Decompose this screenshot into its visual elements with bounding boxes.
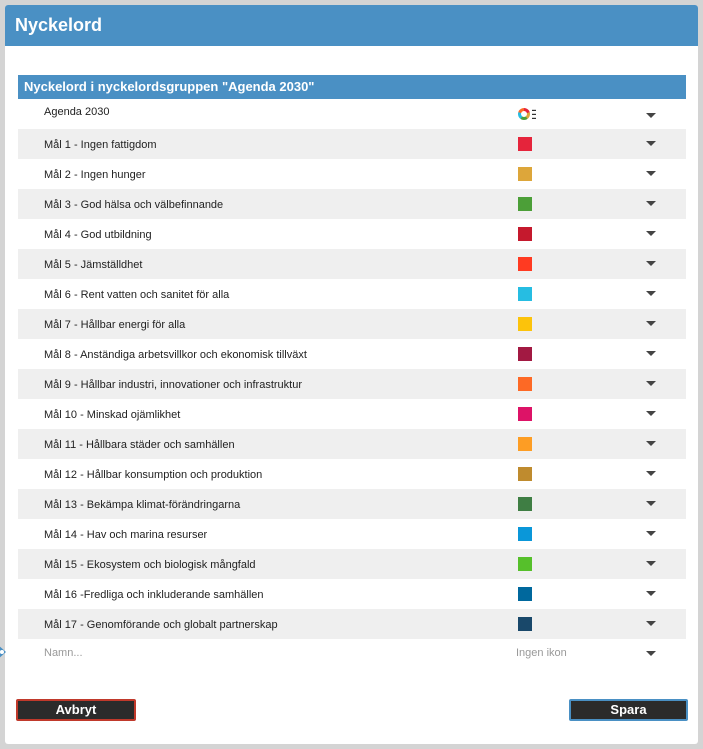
chevron-down-icon[interactable]	[646, 561, 656, 566]
dialog-title: Nyckelord	[5, 5, 698, 46]
sdg-wheel-icon	[518, 108, 530, 120]
keyword-row[interactable]	[18, 189, 686, 219]
keyword-row[interactable]	[18, 219, 686, 249]
keyword-row[interactable]	[18, 129, 686, 159]
keyword-label: Mål 1 - Ingen fattigdom	[44, 139, 157, 151]
sdg-13-icon[interactable]	[518, 497, 532, 511]
chevron-down-icon[interactable]	[646, 531, 656, 536]
keyword-label: Agenda 2030	[44, 106, 110, 118]
chevron-down-icon[interactable]	[646, 291, 656, 296]
new-row-marker-dot	[0, 650, 4, 654]
new-keyword-name-input[interactable]: Namn...	[44, 647, 83, 659]
keyword-label: Mål 12 - Hållbar konsumption och produktion	[44, 469, 263, 481]
keyword-label: Mål 8 - Anständiga arbetsvillkor och ekonomisk tillväxt	[44, 349, 307, 361]
keyword-row[interactable]	[18, 399, 686, 429]
keyword-label: Mål 4 - God utbildning	[44, 229, 152, 241]
new-keyword-icon-select[interactable]: Ingen ikon	[516, 647, 567, 659]
sdg-4-icon[interactable]	[518, 227, 532, 241]
sdg-7-icon[interactable]	[518, 317, 532, 331]
keyword-label: Mål 15 - Ekosystem och biologisk mångfald	[44, 559, 256, 571]
sdg-3-icon[interactable]	[518, 197, 532, 211]
keyword-label: Mål 13 - Bekämpa klimat-förändringarna	[44, 499, 241, 511]
keyword-dialog	[5, 5, 698, 744]
chevron-down-icon[interactable]	[646, 141, 656, 146]
chevron-down-icon[interactable]	[646, 471, 656, 476]
chevron-down-icon[interactable]	[646, 501, 656, 506]
keyword-row[interactable]	[18, 549, 686, 579]
save-button[interactable]: Spara	[569, 699, 688, 721]
chevron-down-icon[interactable]	[646, 351, 656, 356]
sdg-wheel-logo[interactable]	[518, 107, 546, 121]
keyword-label: Mål 6 - Rent vatten och sanitet för alla	[44, 289, 230, 301]
chevron-down-icon[interactable]	[646, 201, 656, 206]
keyword-row[interactable]	[18, 159, 686, 189]
chevron-down-icon[interactable]	[646, 381, 656, 386]
cancel-button[interactable]: Avbryt	[16, 699, 136, 721]
chevron-down-icon[interactable]	[646, 621, 656, 626]
sdg-2-icon[interactable]	[518, 167, 532, 181]
keyword-label: Mål 2 - Ingen hunger	[44, 169, 146, 181]
keyword-row[interactable]	[18, 249, 686, 279]
chevron-down-icon[interactable]	[646, 411, 656, 416]
keyword-row[interactable]	[18, 519, 686, 549]
sdg-12-icon[interactable]	[518, 467, 532, 481]
sdg-16-icon[interactable]	[518, 587, 532, 601]
chevron-down-icon[interactable]	[646, 171, 656, 176]
keyword-label: Mål 7 - Hållbar energi för alla	[44, 319, 186, 331]
keyword-list	[18, 99, 686, 669]
keyword-label: Mål 14 - Hav och marina resurser	[44, 529, 208, 541]
chevron-down-icon[interactable]	[646, 591, 656, 596]
keyword-row[interactable]	[18, 579, 686, 609]
keyword-row[interactable]	[18, 339, 686, 369]
keyword-label: Mål 9 - Hållbar industri, innovationer och infrastruktur	[44, 379, 303, 391]
sdg-14-icon[interactable]	[518, 527, 532, 541]
chevron-down-icon[interactable]	[646, 261, 656, 266]
sdg-6-icon[interactable]	[518, 287, 532, 301]
keyword-row[interactable]	[18, 459, 686, 489]
sdg-11-icon[interactable]	[518, 437, 532, 451]
sdg-10-icon[interactable]	[518, 407, 532, 421]
keyword-row[interactable]	[18, 429, 686, 459]
keyword-group-header: Nyckelord i nyckelordsgruppen "Agenda 2030"	[18, 75, 686, 99]
keyword-label: Mål 5 - Jämställdhet	[44, 259, 143, 271]
keyword-row[interactable]	[18, 489, 686, 519]
sdg-logo-lines: ▬ ▬ ▬	[532, 107, 536, 120]
keyword-label: Mål 17 - Genomförande och globalt partnerskap	[44, 619, 278, 631]
sdg-8-icon[interactable]	[518, 347, 532, 361]
keyword-label: Mål 11 - Hållbara städer och samhällen	[44, 439, 235, 451]
keyword-row[interactable]	[18, 99, 686, 129]
keyword-row[interactable]	[18, 369, 686, 399]
chevron-down-icon[interactable]	[646, 231, 656, 236]
new-keyword-row[interactable]	[18, 639, 686, 669]
sdg-5-icon[interactable]	[518, 257, 532, 271]
keyword-label: Mål 10 - Minskad ojämlikhet	[44, 409, 181, 421]
keyword-label: Mål 3 - God hälsa och välbefinnande	[44, 199, 224, 211]
sdg-15-icon[interactable]	[518, 557, 532, 571]
chevron-down-icon[interactable]	[646, 321, 656, 326]
keyword-row[interactable]	[18, 609, 686, 639]
sdg-17-icon[interactable]	[518, 617, 532, 631]
keyword-row[interactable]	[18, 309, 686, 339]
chevron-down-icon[interactable]	[646, 441, 656, 446]
chevron-down-icon[interactable]	[646, 113, 656, 118]
keyword-label: Mål 16 -Fredliga och inkluderande samhällen	[44, 589, 264, 601]
keyword-row[interactable]	[18, 279, 686, 309]
chevron-down-icon[interactable]	[646, 651, 656, 656]
sdg-1-icon[interactable]	[518, 137, 532, 151]
sdg-9-icon[interactable]	[518, 377, 532, 391]
